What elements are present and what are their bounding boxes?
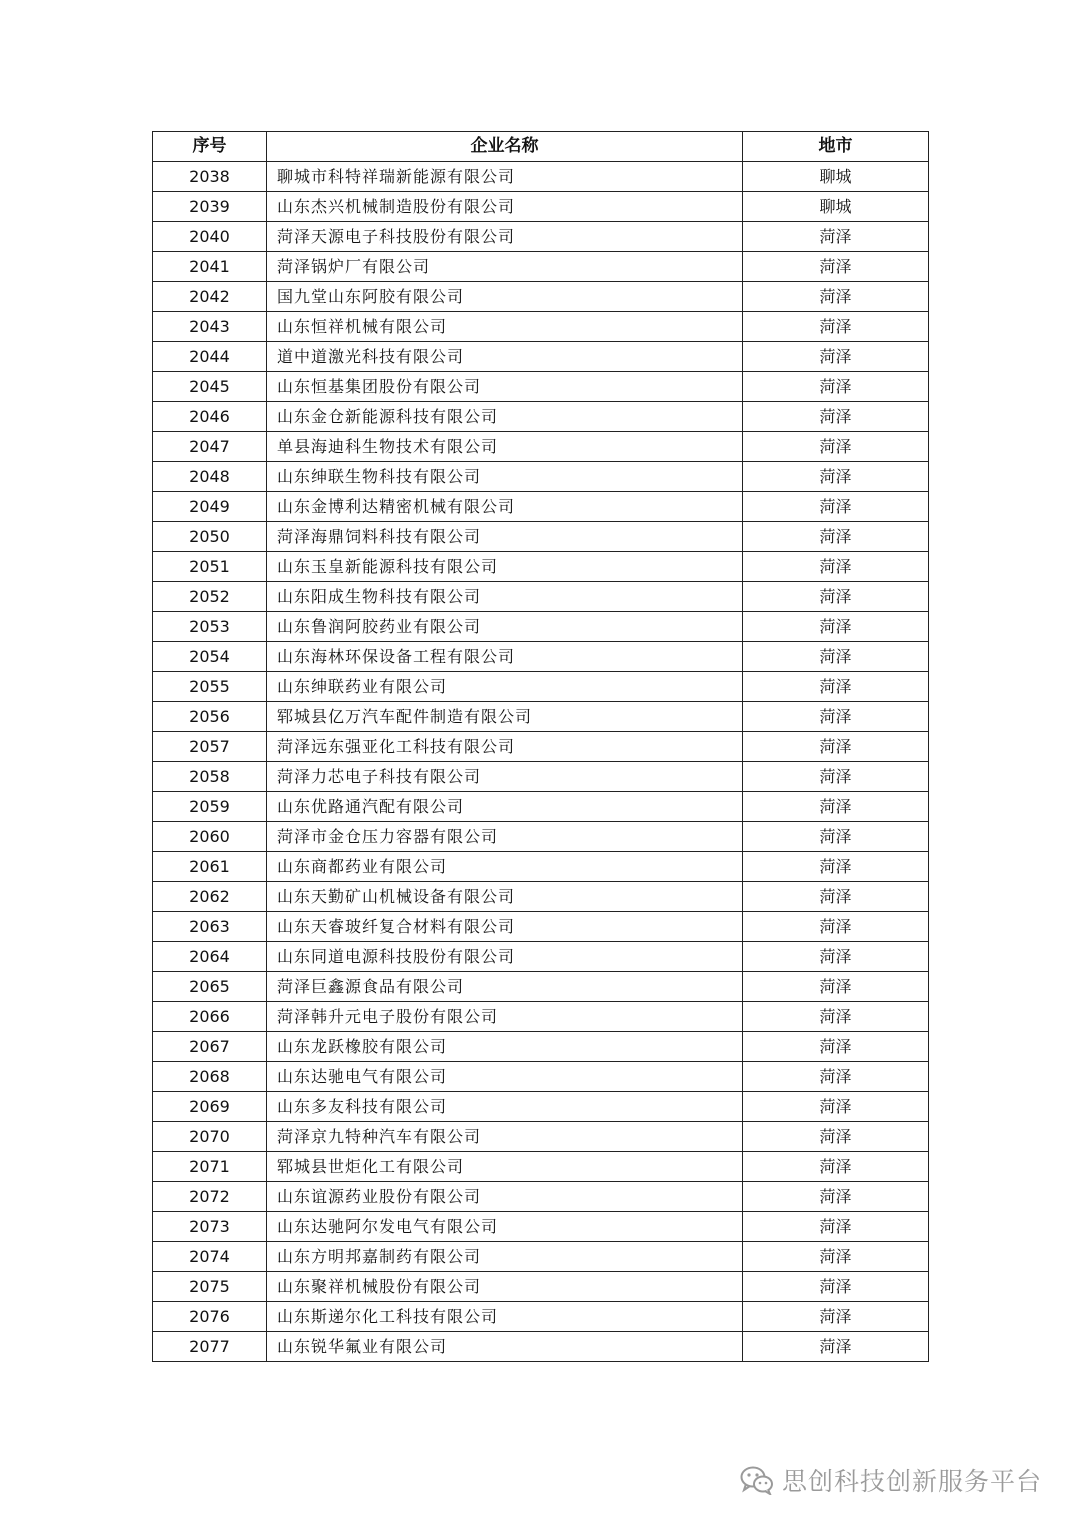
row-city: 菏泽 <box>743 552 929 582</box>
row-number: 2055 <box>153 672 267 702</box>
row-enterprise-name: 山东多友科技有限公司 <box>267 1092 743 1122</box>
row-enterprise-name: 山东天睿玻纤复合材料有限公司 <box>267 912 743 942</box>
row-city: 菏泽 <box>743 1332 929 1362</box>
row-city: 菏泽 <box>743 342 929 372</box>
table-row <box>153 522 929 552</box>
row-number: 2072 <box>153 1182 267 1212</box>
row-number: 2068 <box>153 1062 267 1092</box>
row-city: 菏泽 <box>743 282 929 312</box>
table-row <box>153 1062 929 1092</box>
row-city: 菏泽 <box>743 522 929 552</box>
row-number: 2069 <box>153 1092 267 1122</box>
table-row <box>153 462 929 492</box>
row-city: 菏泽 <box>743 1272 929 1302</box>
row-number: 2040 <box>153 222 267 252</box>
row-enterprise-name: 山东斯递尔化工科技有限公司 <box>267 1302 743 1332</box>
row-city: 菏泽 <box>743 1212 929 1242</box>
table-row <box>153 792 929 822</box>
table-row <box>153 312 929 342</box>
row-number: 2062 <box>153 882 267 912</box>
row-number: 2056 <box>153 702 267 732</box>
row-enterprise-name: 菏泽力芯电子科技有限公司 <box>267 762 743 792</box>
row-number: 2051 <box>153 552 267 582</box>
table-row <box>153 942 929 972</box>
row-number: 2039 <box>153 192 267 222</box>
table-row <box>153 402 929 432</box>
row-city: 菏泽 <box>743 492 929 522</box>
row-enterprise-name: 山东达驰阿尔发电气有限公司 <box>267 1212 743 1242</box>
row-enterprise-name: 山东锐华氟业有限公司 <box>267 1332 743 1362</box>
table-row <box>153 1212 929 1242</box>
wechat-icon <box>740 1465 774 1495</box>
row-enterprise-name: 山东杰兴机械制造股份有限公司 <box>267 192 743 222</box>
table-row <box>153 552 929 582</box>
table-row <box>153 1242 929 1272</box>
row-enterprise-name: 山东玉皇新能源科技有限公司 <box>267 552 743 582</box>
row-city: 菏泽 <box>743 252 929 282</box>
table-row <box>153 1332 929 1362</box>
row-number: 2063 <box>153 912 267 942</box>
row-city: 菏泽 <box>743 372 929 402</box>
watermark-text: 思创科技创新服务平台 <box>781 1467 1042 1496</box>
row-enterprise-name: 山东龙跃橡胶有限公司 <box>267 1032 743 1062</box>
row-city: 菏泽 <box>743 1062 929 1092</box>
row-enterprise-name: 山东金博利达精密机械有限公司 <box>267 492 743 522</box>
row-enterprise-name: 山东恒祥机械有限公司 <box>267 312 743 342</box>
row-city: 聊城 <box>743 162 929 192</box>
row-city: 菏泽 <box>743 822 929 852</box>
row-number: 2064 <box>153 942 267 972</box>
row-enterprise-name: 单县海迪科生物技术有限公司 <box>267 432 743 462</box>
table-row <box>153 1302 929 1332</box>
row-enterprise-name: 山东天勤矿山机械设备有限公司 <box>267 882 743 912</box>
header-name: 企业名称 <box>267 132 743 162</box>
table-row <box>153 672 929 702</box>
row-city: 菏泽 <box>743 672 929 702</box>
table-row <box>153 912 929 942</box>
table-row <box>153 282 929 312</box>
row-enterprise-name: 菏泽天源电子科技股份有限公司 <box>267 222 743 252</box>
row-city: 菏泽 <box>743 1242 929 1272</box>
row-number: 2043 <box>153 312 267 342</box>
table-row <box>153 882 929 912</box>
table-row <box>153 612 929 642</box>
table-row <box>153 252 929 282</box>
row-city: 聊城 <box>743 192 929 222</box>
row-city: 菏泽 <box>743 312 929 342</box>
table-row <box>153 1092 929 1122</box>
row-city: 菏泽 <box>743 1122 929 1152</box>
row-number: 2049 <box>153 492 267 522</box>
row-number: 2061 <box>153 852 267 882</box>
row-number: 2065 <box>153 972 267 1002</box>
table-row <box>153 372 929 402</box>
row-city: 菏泽 <box>743 942 929 972</box>
row-enterprise-name: 山东海林环保设备工程有限公司 <box>267 642 743 672</box>
table-row <box>153 342 929 372</box>
table-body <box>153 162 929 1362</box>
row-enterprise-name: 山东绅联生物科技有限公司 <box>267 462 743 492</box>
row-city: 菏泽 <box>743 402 929 432</box>
table-row <box>153 1002 929 1032</box>
row-enterprise-name: 道中道激光科技有限公司 <box>267 342 743 372</box>
row-enterprise-name: 菏泽京九特种汽车有限公司 <box>267 1122 743 1152</box>
row-city: 菏泽 <box>743 882 929 912</box>
row-enterprise-name: 山东谊源药业股份有限公司 <box>267 1182 743 1212</box>
row-number: 2060 <box>153 822 267 852</box>
table-header-row <box>153 132 929 162</box>
row-number: 2059 <box>153 792 267 822</box>
row-city: 菏泽 <box>743 792 929 822</box>
row-number: 2042 <box>153 282 267 312</box>
row-city: 菏泽 <box>743 1002 929 1032</box>
row-number: 2070 <box>153 1122 267 1152</box>
row-city: 菏泽 <box>743 1032 929 1062</box>
row-city: 菏泽 <box>743 582 929 612</box>
row-enterprise-name: 山东优路通汽配有限公司 <box>267 792 743 822</box>
row-enterprise-name: 山东金仓新能源科技有限公司 <box>267 402 743 432</box>
row-number: 2053 <box>153 612 267 642</box>
row-enterprise-name: 山东方明邦嘉制药有限公司 <box>267 1242 743 1272</box>
table-row <box>153 1032 929 1062</box>
row-number: 2048 <box>153 462 267 492</box>
row-enterprise-name: 山东同道电源科技股份有限公司 <box>267 942 743 972</box>
row-number: 2077 <box>153 1332 267 1362</box>
row-number: 2041 <box>153 252 267 282</box>
row-number: 2050 <box>153 522 267 552</box>
table-row <box>153 762 929 792</box>
header-city: 地市 <box>743 132 929 162</box>
row-enterprise-name: 郓城县世炬化工有限公司 <box>267 1152 743 1182</box>
table-row <box>153 582 929 612</box>
row-city: 菏泽 <box>743 732 929 762</box>
table-row <box>153 972 929 1002</box>
row-number: 2047 <box>153 432 267 462</box>
table-row <box>153 1122 929 1152</box>
row-number: 2038 <box>153 162 267 192</box>
row-number: 2073 <box>153 1212 267 1242</box>
table-row <box>153 1272 929 1302</box>
row-number: 2058 <box>153 762 267 792</box>
row-enterprise-name: 菏泽远东强亚化工科技有限公司 <box>267 732 743 762</box>
row-city: 菏泽 <box>743 972 929 1002</box>
row-number: 2075 <box>153 1272 267 1302</box>
table-row <box>153 702 929 732</box>
row-enterprise-name: 菏泽锅炉厂有限公司 <box>267 252 743 282</box>
row-enterprise-name: 菏泽海鼎饲料科技有限公司 <box>267 522 743 552</box>
row-enterprise-name: 山东达驰电气有限公司 <box>267 1062 743 1092</box>
table-row <box>153 222 929 252</box>
table-row <box>153 642 929 672</box>
row-city: 菏泽 <box>743 432 929 462</box>
row-number: 2066 <box>153 1002 267 1032</box>
watermark <box>740 1462 1042 1498</box>
row-enterprise-name: 菏泽巨鑫源食品有限公司 <box>267 972 743 1002</box>
row-city: 菏泽 <box>743 1182 929 1212</box>
row-number: 2067 <box>153 1032 267 1062</box>
row-enterprise-name: 山东聚祥机械股份有限公司 <box>267 1272 743 1302</box>
row-enterprise-name: 山东绅联药业有限公司 <box>267 672 743 702</box>
row-enterprise-name: 山东鲁润阿胶药业有限公司 <box>267 612 743 642</box>
table-row <box>153 162 929 192</box>
row-number: 2054 <box>153 642 267 672</box>
row-enterprise-name: 菏泽市金仓压力容器有限公司 <box>267 822 743 852</box>
row-city: 菏泽 <box>743 1152 929 1182</box>
row-enterprise-name: 聊城市科特祥瑞新能源有限公司 <box>267 162 743 192</box>
table-row <box>153 432 929 462</box>
row-number: 2071 <box>153 1152 267 1182</box>
row-city: 菏泽 <box>743 1302 929 1332</box>
row-number: 2057 <box>153 732 267 762</box>
row-enterprise-name: 郓城县亿万汽车配件制造有限公司 <box>267 702 743 732</box>
table-row <box>153 852 929 882</box>
row-city: 菏泽 <box>743 852 929 882</box>
row-city: 菏泽 <box>743 462 929 492</box>
row-number: 2052 <box>153 582 267 612</box>
table-row <box>153 822 929 852</box>
row-enterprise-name: 国九堂山东阿胶有限公司 <box>267 282 743 312</box>
header-no: 序号 <box>153 132 267 162</box>
row-city: 菏泽 <box>743 612 929 642</box>
row-enterprise-name: 山东商都药业有限公司 <box>267 852 743 882</box>
row-city: 菏泽 <box>743 642 929 672</box>
table-row <box>153 1152 929 1182</box>
row-enterprise-name: 山东阳成生物科技有限公司 <box>267 582 743 612</box>
row-city: 菏泽 <box>743 1092 929 1122</box>
table-row <box>153 492 929 522</box>
row-city: 菏泽 <box>743 222 929 252</box>
row-number: 2046 <box>153 402 267 432</box>
row-number: 2074 <box>153 1242 267 1272</box>
row-number: 2045 <box>153 372 267 402</box>
row-number: 2076 <box>153 1302 267 1332</box>
row-city: 菏泽 <box>743 762 929 792</box>
row-enterprise-name: 山东恒基集团股份有限公司 <box>267 372 743 402</box>
table-row <box>153 192 929 222</box>
table-row <box>153 1182 929 1212</box>
row-city: 菏泽 <box>743 912 929 942</box>
table-row <box>153 732 929 762</box>
row-enterprise-name: 菏泽韩升元电子股份有限公司 <box>267 1002 743 1032</box>
row-number: 2044 <box>153 342 267 372</box>
enterprise-table <box>152 131 929 1362</box>
row-city: 菏泽 <box>743 702 929 732</box>
